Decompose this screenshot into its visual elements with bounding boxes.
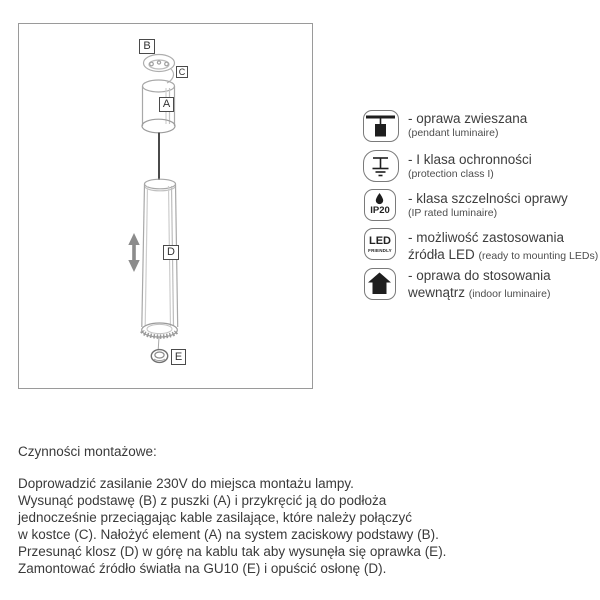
instruction-line: Przesunąć klosz (D) w górę na kablu tak aby wysunęła się oprawka (E). bbox=[18, 544, 447, 559]
part-label-B bbox=[139, 39, 155, 54]
legend-title2-indoor: wewnątrz bbox=[408, 285, 469, 300]
part-label-D-text: D bbox=[167, 246, 175, 258]
instruction-line: Wysunąć podstawę (B) z puszki (A) i przykręcić ją do podłoża bbox=[18, 493, 387, 508]
part-label-E bbox=[171, 349, 186, 365]
led-icon-subtext: FRIENDLY bbox=[368, 248, 392, 253]
socket-link-drawing bbox=[158, 337, 159, 350]
instruction-line: Zamontować źródło światła na GU10 (E) i opuścić osłonę (D). bbox=[18, 561, 387, 576]
legend-title-ip20: - klasa szczelności oprawy bbox=[408, 191, 568, 206]
part-label-C bbox=[176, 66, 188, 78]
legend-line2-indoor bbox=[408, 284, 550, 302]
assembly-instructions bbox=[18, 444, 458, 577]
part-label-B-text: B bbox=[143, 40, 151, 52]
pendant-lamp-diagram bbox=[19, 24, 312, 388]
ip20-icon-text: IP20 bbox=[370, 205, 390, 216]
ceiling-rose-drawing bbox=[144, 55, 175, 72]
part-label-E-text: E bbox=[174, 350, 183, 363]
pendant-luminaire-icon bbox=[363, 110, 399, 142]
legend-subtitle-class: (protection class I) bbox=[408, 168, 494, 180]
legend-subtitle-indoor: (indoor luminaire) bbox=[468, 288, 551, 300]
legend-subtitle-pendant: (pendant luminaire) bbox=[408, 127, 499, 139]
knurled-ring-drawing bbox=[142, 323, 178, 337]
instruction-line: w kostce (C). Nałożyć element (A) na system zaciskowy podstawy (B). bbox=[18, 527, 439, 542]
legend-title2-led: źródła LED bbox=[408, 247, 479, 262]
legend-title-pendant: - oprawa zwieszana bbox=[408, 111, 528, 126]
gu10-socket-drawing bbox=[151, 350, 167, 363]
indoor-icon bbox=[364, 268, 396, 300]
part-label-A-text: A bbox=[162, 98, 171, 110]
instruction-line: Doprowadzić zasilanie 230V do miejsca montażu lampy. bbox=[18, 476, 354, 491]
legend-line2-led bbox=[408, 246, 598, 264]
legend-title-led: - możliwość zastosowania bbox=[408, 230, 565, 245]
led-friendly-icon bbox=[364, 228, 396, 260]
led-icon-text: LED bbox=[369, 235, 391, 247]
protection-class-icon bbox=[363, 150, 399, 182]
legend-subtitle-led: (ready to mounting LEDs) bbox=[478, 250, 599, 262]
instruction-line: jednocześnie przeciągając kable zasilające, które należy połączyć bbox=[18, 510, 412, 525]
legend-title-class: - I klasa ochronności bbox=[408, 152, 532, 167]
part-label-A bbox=[159, 97, 174, 112]
adjust-arrow-icon bbox=[128, 233, 139, 272]
ip20-icon bbox=[364, 189, 396, 221]
diagram-panel bbox=[18, 23, 313, 389]
legend-subtitle-ip20: (IP rated luminaire) bbox=[408, 207, 498, 219]
instructions-heading: Czynności montażowe: bbox=[18, 444, 157, 459]
part-label-D bbox=[163, 245, 179, 260]
part-label-C-text: C bbox=[178, 66, 186, 77]
legend-title-indoor: - oprawa do stosowania bbox=[408, 268, 551, 283]
